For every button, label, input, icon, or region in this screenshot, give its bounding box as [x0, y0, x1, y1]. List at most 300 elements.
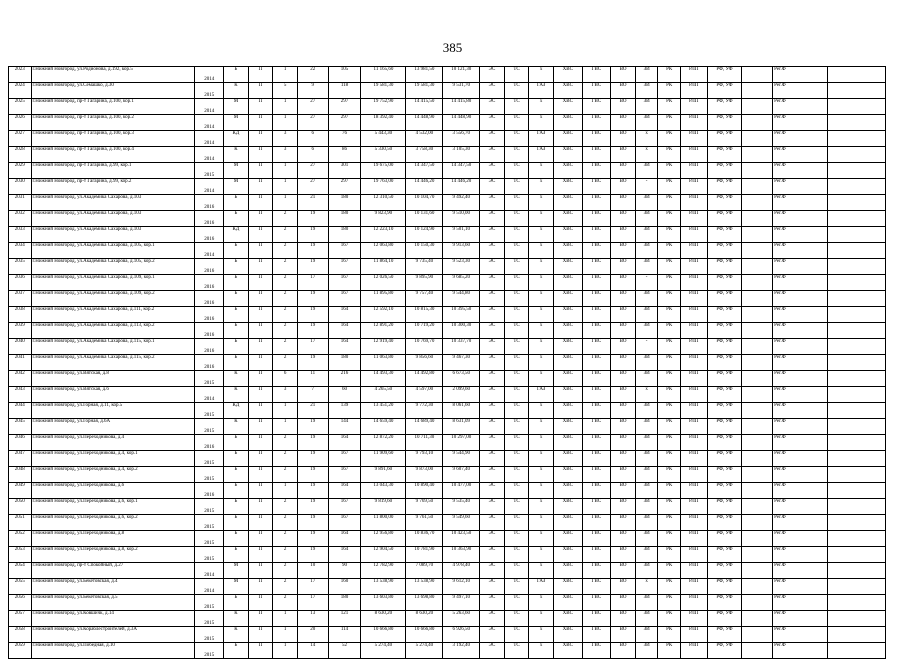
cell-work-rf-uf: РФ, УФ [707, 499, 742, 515]
cell-living-area: 9 761,50 [406, 515, 443, 531]
cell-utility-es: ЭС [480, 195, 505, 211]
cell-total-area: 13 043,30 [361, 483, 406, 499]
cell-apartments: 160 [328, 579, 361, 595]
cell-material: К [224, 419, 249, 435]
cell-utility-gas: х [529, 627, 554, 643]
cell-entrances: 1 [273, 627, 298, 643]
cell-utility-gvs: ГВС [582, 643, 611, 659]
cell-work-rk: РК [658, 451, 681, 467]
cell-apartment-area: 8 061,60 [443, 403, 480, 419]
cell-year: 2014 [195, 243, 224, 259]
cell-apartment-area: 9 535,40 [443, 499, 480, 515]
cell-work-rlp: РЛП [680, 563, 707, 579]
cell-apartment-area: 14 446,20 [443, 179, 480, 195]
cell-year: 2015 [195, 403, 224, 419]
cell-work-rk: РК [658, 611, 681, 627]
cell-year: 2016 [195, 435, 224, 451]
cell-empty-col [828, 483, 886, 499]
cell-floors: 27 [297, 163, 328, 179]
cell-empty-col [828, 83, 886, 99]
cell-work-rf-uf: РФ, УФ [707, 243, 742, 259]
cell-material: М [224, 115, 249, 131]
cell-utility-es: ЭС [480, 643, 505, 659]
table-row [9, 339, 886, 355]
cell-utility-ts: ТС [504, 547, 529, 563]
cell-row-number: 2039 [9, 323, 32, 339]
cell-utility-gas: х [529, 451, 554, 467]
cell-roof-type: П [248, 499, 273, 515]
table-row [9, 243, 886, 259]
cell-floors: 21 [297, 403, 328, 419]
cell-apartments: 144 [328, 419, 361, 435]
cell-roof-type: П [248, 531, 273, 547]
cell-floors: 27 [297, 115, 328, 131]
cell-utility-vo: ВО [611, 563, 636, 579]
cell-extra-col [742, 419, 773, 435]
cell-empty-col [828, 275, 886, 291]
cell-utility-gvs: ГВС [582, 499, 611, 515]
cell-utility-gas: х [529, 307, 554, 323]
cell-utility-gvs: ГВС [582, 451, 611, 467]
cell-utility-zi: х [635, 131, 658, 147]
cell-work-rf-uf: РФ, УФ [707, 483, 742, 499]
cell-entrances: 2 [273, 531, 298, 547]
cell-utility-gas: х [529, 211, 554, 227]
cell-work-rf-uf: РФ, УФ [707, 323, 742, 339]
cell-material: К [224, 371, 249, 387]
cell-entrances: 2 [273, 227, 298, 243]
cell-empty-col [828, 115, 886, 131]
table-row [9, 547, 886, 563]
cell-empty-col [828, 435, 886, 451]
cell-apartment-area: 14 415,80 [443, 99, 480, 115]
cell-utility-es: ЭС [480, 243, 505, 259]
cell-utility-hvs: ХВС [553, 499, 582, 515]
cell-fund: Рег.Ф [773, 227, 828, 243]
cell-utility-es: ЭС [480, 611, 505, 627]
cell-row-number: 2029 [9, 163, 32, 179]
cell-living-area: 10 719,20 [406, 323, 443, 339]
cell-roof-type: П [248, 211, 273, 227]
cell-floors: 19 [297, 515, 328, 531]
cell-utility-vo: ВО [611, 211, 636, 227]
cell-year: 2015 [195, 531, 224, 547]
cell-address: г.Нижний Новгород, ул.Академика Сахарова, д.103 [31, 227, 195, 243]
cell-apartment-area: 6 673,50 [443, 371, 480, 387]
cell-roof-type: П [248, 387, 273, 403]
cell-empty-col [828, 211, 886, 227]
cell-utility-hvs: ХВС [553, 611, 582, 627]
cell-utility-gvs: ГВС [582, 115, 611, 131]
cell-utility-hvs: ХВС [553, 275, 582, 291]
cell-empty-col [828, 227, 886, 243]
cell-work-rlp: РЛП [680, 451, 707, 467]
cell-utility-gvs: ГВС [582, 307, 611, 323]
cell-entrances: 3 [273, 387, 298, 403]
cell-utility-gvs: ГВС [582, 131, 611, 147]
cell-utility-gvs: ГВС [582, 611, 611, 627]
cell-work-rf-uf: РФ, УФ [707, 531, 742, 547]
cell-utility-gvs: ГВС [582, 387, 611, 403]
table-row [9, 131, 886, 147]
cell-work-rlp: РЛП [680, 371, 707, 387]
cell-utility-zi: ЗИ [635, 547, 658, 563]
cell-material: Б [224, 355, 249, 371]
cell-utility-vo: ВО [611, 643, 636, 659]
cell-work-rlp: РЛП [680, 403, 707, 419]
cell-total-area: 13 451,20 [361, 403, 406, 419]
cell-utility-gas: х [529, 115, 554, 131]
cell-work-rf-uf: РФ, УФ [707, 195, 742, 211]
cell-entrances: 6 [273, 371, 298, 387]
cell-living-area: 4 597,00 [406, 387, 443, 403]
cell-total-area: 5 443,30 [361, 131, 406, 147]
cell-extra-col [742, 83, 773, 99]
cell-row-number: 2032 [9, 211, 32, 227]
cell-utility-gvs: ГВС [582, 435, 611, 451]
cell-material: Б [224, 275, 249, 291]
cell-entrances: 2 [273, 435, 298, 451]
cell-utility-es: ЭС [480, 227, 505, 243]
cell-utility-ts: ТС [504, 499, 529, 515]
cell-material: Б [224, 435, 249, 451]
cell-apartment-area: 10 363,90 [443, 547, 480, 563]
cell-material: КД [224, 131, 249, 147]
cell-total-area: 5 274,40 [361, 643, 406, 659]
cell-utility-vo: ВО [611, 147, 636, 163]
cell-empty-col [828, 67, 886, 83]
cell-work-rf-uf: РФ, УФ [707, 547, 742, 563]
cell-material: Б [224, 531, 249, 547]
cell-material: К [224, 627, 249, 643]
cell-address: г.Нижний Новгород, ул.Родионова, д.192, кор.5 [31, 67, 195, 83]
cell-fund: Рег.Ф [773, 323, 828, 339]
cell-roof-type: П [248, 163, 273, 179]
cell-address: г.Нижний Новгород, пр-т Спокойный, д.27 [31, 563, 195, 579]
cell-address: г.Нижний Новгород, ул.Победная, д.10 [31, 643, 195, 659]
cell-utility-gvs: ГВС [582, 339, 611, 355]
cell-empty-col [828, 131, 886, 147]
cell-utility-gvs: ГВС [582, 483, 611, 499]
cell-utility-gas: х [529, 227, 554, 243]
cell-utility-ts: ТС [504, 403, 529, 419]
cell-address: г.Нижний Новгород, ул.Переходникова, д.6, кор.2 [31, 515, 195, 531]
cell-utility-gas: х [529, 547, 554, 563]
cell-utility-zi: ЗИ [635, 595, 658, 611]
cell-utility-gvs: ГВС [582, 531, 611, 547]
cell-material: Б [224, 451, 249, 467]
cell-roof-type: П [248, 515, 273, 531]
cell-work-rf-uf: РФ, УФ [707, 211, 742, 227]
cell-utility-es: ЭС [480, 211, 505, 227]
cell-address: г.Нижний Новгород, ул.Бекетовская, д.4 [31, 579, 195, 595]
cell-roof-type: П [248, 627, 273, 643]
cell-utility-es: ЭС [480, 67, 505, 83]
cell-utility-vo: ВО [611, 67, 636, 83]
cell-utility-vo: ВО [611, 499, 636, 515]
cell-work-rlp: РЛП [680, 515, 707, 531]
table-row [9, 147, 886, 163]
table-row [9, 275, 886, 291]
cell-utility-es: ЭС [480, 163, 505, 179]
cell-apartment-area: 10 423,50 [443, 531, 480, 547]
cell-entrances: 3 [273, 131, 298, 147]
cell-utility-hvs: ХВС [553, 83, 582, 99]
table-row [9, 355, 886, 371]
cell-utility-gvs: ГВС [582, 595, 611, 611]
cell-extra-col [742, 131, 773, 147]
cell-apartment-area: 9 685,20 [443, 275, 480, 291]
cell-address: г.Нижний Новгород, ул.Ковшичк, д.14 [31, 611, 195, 627]
cell-utility-gvs: ГВС [582, 371, 611, 387]
cell-year: 2015 [195, 595, 224, 611]
cell-apartments: 118 [328, 83, 361, 99]
cell-apartments: 164 [328, 323, 361, 339]
cell-work-rlp: РЛП [680, 179, 707, 195]
cell-apartments: 90 [328, 563, 361, 579]
cell-work-rk: РК [658, 595, 681, 611]
cell-living-area: 10 124,90 [406, 227, 443, 243]
table-row [9, 291, 886, 307]
cell-utility-es: ЭС [480, 275, 505, 291]
cell-row-number: 2027 [9, 131, 32, 147]
cell-extra-col [742, 467, 773, 483]
table-row [9, 467, 886, 483]
cell-apartments: 167 [328, 275, 361, 291]
cell-material: Б [224, 483, 249, 499]
cell-apartment-area: 10 297,00 [443, 435, 480, 451]
cell-utility-hvs: ХВС [553, 483, 582, 499]
cell-floors: 19 [297, 499, 328, 515]
cell-living-area: 8 630,20 [406, 611, 443, 627]
cell-work-rk: РК [658, 291, 681, 307]
cell-living-area: 13 538,90 [406, 579, 443, 595]
cell-entrances: 1 [273, 483, 298, 499]
cell-extra-col [742, 99, 773, 115]
table-row [9, 83, 886, 99]
cell-utility-ts: ТС [504, 195, 529, 211]
cell-year: 2015 [195, 83, 224, 99]
cell-work-rk: РК [658, 259, 681, 275]
cell-utility-gas: ГАЗ [529, 579, 554, 595]
cell-work-rlp: РЛП [680, 627, 707, 643]
cell-work-rlp: РЛП [680, 339, 707, 355]
cell-address: г.Нижний Новгород, пр-т Гагарина, д.100, кор.3 [31, 131, 195, 147]
cell-apartment-area: 3 192,40 [443, 643, 480, 659]
cell-fund: Рег.Ф [773, 547, 828, 563]
cell-roof-type: П [248, 243, 273, 259]
cell-total-area: 12 891,20 [361, 323, 406, 339]
cell-utility-ts: ТС [504, 67, 529, 83]
table-row [9, 227, 886, 243]
cell-apartment-area: 3 556,70 [443, 131, 480, 147]
cell-utility-gas: х [529, 595, 554, 611]
cell-row-number: 2035 [9, 259, 32, 275]
cell-apartment-area: 10 477,00 [443, 483, 480, 499]
cell-utility-ts: ТС [504, 99, 529, 115]
cell-apartments: 180 [328, 227, 361, 243]
cell-empty-col [828, 627, 886, 643]
cell-row-number: 2034 [9, 243, 32, 259]
cell-utility-es: ЭС [480, 579, 505, 595]
cell-extra-col [742, 531, 773, 547]
cell-utility-es: ЭС [480, 115, 505, 131]
cell-material: Б [224, 339, 249, 355]
cell-utility-ts: ТС [504, 131, 529, 147]
cell-address: г.Нижний Новгород, ул.Переходникова, д.4 [31, 435, 195, 451]
cell-apartments: 164 [328, 435, 361, 451]
cell-work-rk: РК [658, 339, 681, 355]
cell-year: 2016 [195, 355, 224, 371]
cell-work-rk: РК [658, 579, 681, 595]
cell-empty-col [828, 195, 886, 211]
cell-utility-gas: х [529, 243, 554, 259]
cell-work-rk: РК [658, 387, 681, 403]
cell-extra-col [742, 563, 773, 579]
cell-utility-vo: ВО [611, 419, 636, 435]
cell-address: г.Нижний Новгород, пр-т Гагарина, д.99, кор.1 [31, 163, 195, 179]
cell-utility-ts: ТС [504, 291, 529, 307]
cell-extra-col [742, 323, 773, 339]
cell-row-number: 2023 [9, 67, 32, 83]
cell-utility-zi: ЗИ [635, 99, 658, 115]
cell-work-rlp: РЛП [680, 227, 707, 243]
cell-work-rf-uf: РФ, УФ [707, 275, 742, 291]
cell-work-rf-uf: РФ, УФ [707, 163, 742, 179]
cell-extra-col [742, 387, 773, 403]
cell-utility-zi: ЗИ [635, 259, 658, 275]
cell-utility-hvs: ХВС [553, 579, 582, 595]
cell-work-rf-uf: РФ, УФ [707, 627, 742, 643]
cell-material: Б [224, 211, 249, 227]
cell-utility-zi: ЗИ [635, 483, 658, 499]
cell-total-area: 12 872,20 [361, 435, 406, 451]
cell-utility-hvs: ХВС [553, 259, 582, 275]
cell-utility-vo: ВО [611, 611, 636, 627]
cell-fund: Рег.Ф [773, 451, 828, 467]
cell-address: г.Нижний Новгород, ул.Горная, д.6А [31, 419, 195, 435]
cell-utility-zi: х [635, 579, 658, 595]
cell-utility-vo: ВО [611, 243, 636, 259]
cell-year: 2016 [195, 227, 224, 243]
cell-utility-es: ЭС [480, 467, 505, 483]
cell-extra-col [742, 243, 773, 259]
cell-work-rlp: РЛП [680, 483, 707, 499]
cell-utility-ts: ТС [504, 115, 529, 131]
cell-work-rf-uf: РФ, УФ [707, 595, 742, 611]
cell-empty-col [828, 371, 886, 387]
cell-work-rlp: РЛП [680, 387, 707, 403]
cell-utility-es: ЭС [480, 627, 505, 643]
cell-utility-vo: ВО [611, 579, 636, 595]
cell-work-rk: РК [658, 243, 681, 259]
cell-total-area: 14 659,40 [361, 419, 406, 435]
cell-apartment-area: 14 347,50 [443, 163, 480, 179]
cell-row-number: 2047 [9, 451, 32, 467]
cell-row-number: 2042 [9, 371, 32, 387]
cell-apartments: 167 [328, 291, 361, 307]
cell-address: г.Нижний Новгород, ул.Кораблестроителей, д.3А [31, 627, 195, 643]
cell-roof-type: П [248, 483, 273, 499]
cell-apartment-area: 14 448,90 [443, 115, 480, 131]
cell-material: Б [224, 67, 249, 83]
cell-fund: Рег.Ф [773, 195, 828, 211]
cell-material: Б [224, 467, 249, 483]
table-row [9, 595, 886, 611]
cell-fund: Рег.Ф [773, 211, 828, 227]
cell-extra-col [742, 547, 773, 563]
cell-utility-hvs: ХВС [553, 115, 582, 131]
cell-work-rlp: РЛП [680, 595, 707, 611]
cell-work-rlp: РЛП [680, 211, 707, 227]
cell-extra-col [742, 611, 773, 627]
cell-utility-vo: ВО [611, 131, 636, 147]
cell-entrances: 1 [273, 179, 298, 195]
cell-utility-hvs: ХВС [553, 307, 582, 323]
cell-material: М [224, 579, 249, 595]
table-row [9, 499, 886, 515]
cell-living-area: 14 689,40 [406, 419, 443, 435]
cell-fund: Рег.Ф [773, 499, 828, 515]
cell-roof-type: П [248, 435, 273, 451]
cell-total-area: 5 330,50 [361, 147, 406, 163]
cell-utility-hvs: ХВС [553, 595, 582, 611]
cell-work-rk: РК [658, 483, 681, 499]
cell-utility-zi: ЗИ [635, 211, 658, 227]
cell-apartments: 167 [328, 243, 361, 259]
cell-living-area: 14 448,90 [406, 115, 443, 131]
cell-apartment-area: 8 631,09 [443, 419, 480, 435]
cell-utility-ts: ТС [504, 611, 529, 627]
cell-utility-zi: ЗИ [635, 467, 658, 483]
cell-year: 2015 [195, 419, 224, 435]
cell-work-rf-uf: РФ, УФ [707, 227, 742, 243]
cell-total-area: 11 895,80 [361, 291, 406, 307]
cell-living-area: 10 815,30 [406, 307, 443, 323]
cell-apartment-area: 9 913,60 [443, 243, 480, 259]
cell-work-rk: РК [658, 499, 681, 515]
cell-work-rf-uf: РФ, УФ [707, 339, 742, 355]
cell-empty-col [828, 563, 886, 579]
cell-year: 2014 [195, 147, 224, 163]
cell-entrances: 1 [273, 99, 298, 115]
cell-utility-hvs: ХВС [553, 547, 582, 563]
cell-extra-col [742, 147, 773, 163]
cell-utility-vo: ВО [611, 387, 636, 403]
cell-utility-ts: ТС [504, 515, 529, 531]
cell-work-rlp: РЛП [680, 643, 707, 659]
cell-utility-gas: х [529, 403, 554, 419]
cell-apartment-area: 6 926,50 [443, 627, 480, 643]
cell-work-rk: РК [658, 547, 681, 563]
cell-floors: 19 [297, 243, 328, 259]
registry-rows [9, 67, 886, 659]
cell-roof-type: П [248, 115, 273, 131]
cell-utility-ts: ТС [504, 179, 529, 195]
cell-total-area: 13 538,90 [361, 579, 406, 595]
cell-year: 2016 [195, 195, 224, 211]
cell-address: г.Нижний Новгород, ул.Бекетовская, д.5 [31, 595, 195, 611]
cell-empty-col [828, 355, 886, 371]
cell-apartment-area: 10 337,70 [443, 339, 480, 355]
cell-total-area: 11 063,80 [361, 355, 406, 371]
cell-row-number: 2040 [9, 339, 32, 355]
cell-utility-gvs: ГВС [582, 403, 611, 419]
cell-fund: Рег.Ф [773, 131, 828, 147]
cell-total-area: 13 603,80 [361, 595, 406, 611]
cell-utility-zi: ЗИ [635, 67, 658, 83]
table-row [9, 211, 886, 227]
